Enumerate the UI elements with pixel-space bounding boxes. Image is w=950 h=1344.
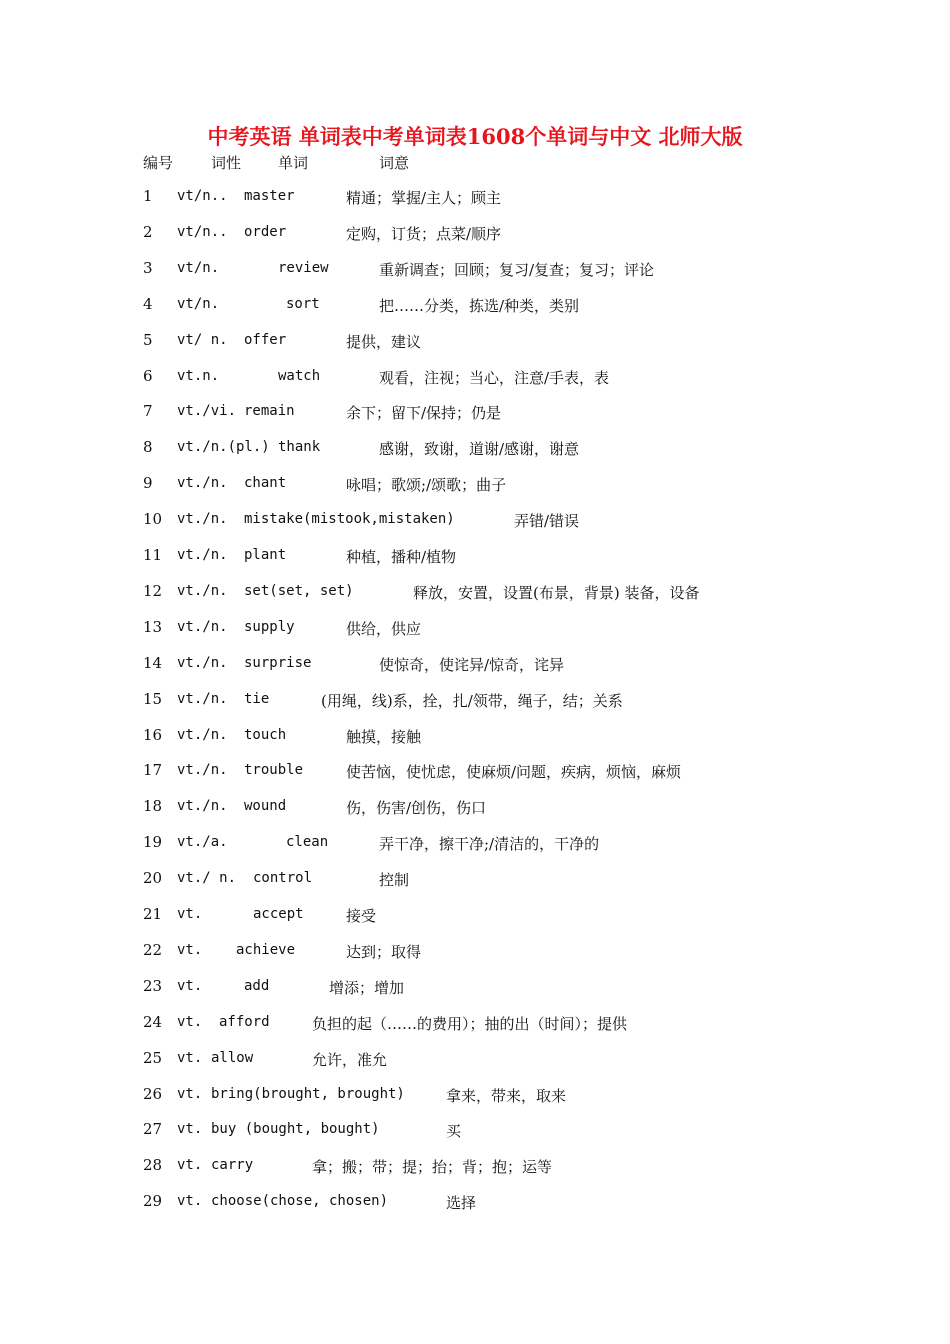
word: control	[253, 870, 313, 886]
header-num: 编号	[143, 154, 174, 172]
list-item	[0, 187, 950, 211]
word: remain	[244, 403, 295, 419]
list-item	[0, 977, 950, 1001]
meaning: 弄干净，擦干净;/清洁的，干净的	[379, 835, 600, 853]
header-pos: 词性	[211, 154, 242, 172]
word: choose(chose, chosen)	[211, 1193, 389, 1209]
part-of-speech: vt./n.	[177, 547, 228, 563]
part-of-speech: vt./n.	[177, 727, 228, 743]
row-number: 22	[143, 941, 163, 959]
header-meaning: 词意	[379, 154, 410, 172]
word: achieve	[236, 942, 296, 958]
row-number: 7	[143, 402, 153, 420]
row-number: 23	[143, 977, 163, 995]
meaning: 把……分类，拣选/种类，类别	[379, 297, 580, 315]
part-of-speech: vt./vi.	[177, 403, 237, 419]
list-item	[0, 295, 950, 319]
meaning: 定购，订货；点菜/顺序	[346, 225, 502, 243]
list-item	[0, 402, 950, 426]
meaning: 释放，安置，设置(布景，背景) 装备，设备	[413, 584, 700, 602]
list-item	[0, 1192, 950, 1216]
word: afford	[219, 1014, 270, 1030]
word: surprise	[244, 655, 312, 671]
meaning: 重新调查；回顾；复习/复查；复习；评论	[379, 261, 655, 279]
list-item	[0, 1156, 950, 1180]
row-number: 2	[143, 223, 153, 241]
row-number: 14	[143, 654, 163, 672]
part-of-speech: vt./n.	[177, 655, 228, 671]
part-of-speech: vt/n.	[177, 260, 220, 276]
part-of-speech: vt./n.	[177, 691, 228, 707]
row-number: 20	[143, 869, 163, 887]
part-of-speech: vt.	[177, 1086, 203, 1102]
row-number: 27	[143, 1120, 163, 1138]
part-of-speech: vt./n.	[177, 798, 228, 814]
row-number: 9	[143, 474, 153, 492]
meaning: 精通；掌握/主人；顾主	[346, 189, 502, 207]
list-item	[0, 1085, 950, 1109]
list-item	[0, 474, 950, 498]
meaning: 达到；取得	[346, 943, 422, 961]
meaning: 允许，准允	[312, 1051, 388, 1069]
word: supply	[244, 619, 295, 635]
list-item	[0, 367, 950, 391]
part-of-speech: vt.	[177, 1050, 203, 1066]
part-of-speech: vt./n.	[177, 619, 228, 635]
list-item	[0, 1049, 950, 1073]
list-item	[0, 438, 950, 462]
part-of-speech: vt/n..	[177, 224, 228, 240]
part-of-speech: vt.	[177, 1014, 203, 1030]
meaning: 弄错/错误	[514, 512, 580, 530]
word: clean	[286, 834, 329, 850]
part-of-speech: vt.	[177, 1193, 203, 1209]
part-of-speech: vt./n.(pl.)	[177, 439, 270, 455]
part-of-speech: vt./n.	[177, 583, 228, 599]
list-item	[0, 905, 950, 929]
meaning: 增添；增加	[329, 979, 405, 997]
row-number: 12	[143, 582, 163, 600]
list-item	[0, 546, 950, 570]
row-number: 11	[143, 546, 163, 564]
list-item	[0, 797, 950, 821]
word: add	[244, 978, 270, 994]
word: touch	[244, 727, 287, 743]
meaning: 咏唱；歌颂;/颂歌；曲子	[346, 476, 507, 494]
word: wound	[244, 798, 287, 814]
list-item	[0, 690, 950, 714]
part-of-speech: vt.	[177, 1157, 203, 1173]
meaning: 买	[446, 1122, 462, 1140]
header-word: 单词	[278, 154, 309, 172]
meaning: 提供，建议	[346, 333, 422, 351]
list-item	[0, 941, 950, 965]
row-number: 25	[143, 1049, 163, 1067]
row-number: 28	[143, 1156, 163, 1174]
part-of-speech: vt.	[177, 942, 203, 958]
meaning: (用绳，线)系，拴，扎/领带，绳子，结；关系	[321, 692, 623, 710]
list-item	[0, 618, 950, 642]
row-number: 21	[143, 905, 163, 923]
meaning: 控制	[379, 871, 410, 889]
list-item	[0, 869, 950, 893]
word: sort	[286, 296, 320, 312]
row-number: 19	[143, 833, 163, 851]
list-item	[0, 331, 950, 355]
row-number: 24	[143, 1013, 163, 1031]
word: tie	[244, 691, 270, 707]
row-number: 8	[143, 438, 153, 456]
meaning: 观看，注视；当心，注意/手表，表	[379, 369, 610, 387]
list-item	[0, 726, 950, 750]
word: carry	[211, 1157, 254, 1173]
row-number: 5	[143, 331, 153, 349]
word: buy (bought, bought)	[211, 1121, 380, 1137]
word: trouble	[244, 762, 304, 778]
meaning: 触摸，接触	[346, 728, 422, 746]
meaning: 使苦恼，使忧虑，使麻烦/问题，疾病，烦恼，麻烦	[346, 763, 682, 781]
part-of-speech: vt/n..	[177, 188, 228, 204]
meaning: 种植，播种/植物	[346, 548, 457, 566]
meaning: 伤，伤害/创伤，伤口	[346, 799, 487, 817]
word: thank	[278, 439, 321, 455]
word: accept	[253, 906, 304, 922]
row-number: 13	[143, 618, 163, 636]
meaning: 供给，供应	[346, 620, 422, 638]
row-number: 16	[143, 726, 163, 744]
list-item	[0, 1120, 950, 1144]
word: offer	[244, 332, 287, 348]
list-item	[0, 761, 950, 785]
row-number: 3	[143, 259, 153, 277]
part-of-speech: vt.	[177, 978, 203, 994]
row-number: 6	[143, 367, 153, 385]
list-item	[0, 654, 950, 678]
part-of-speech: vt./n.	[177, 762, 228, 778]
list-item	[0, 582, 950, 606]
word: mistake(mistook,mistaken)	[244, 511, 455, 527]
part-of-speech: vt/ n.	[177, 332, 228, 348]
word: watch	[278, 368, 321, 384]
word: allow	[211, 1050, 254, 1066]
meaning: 选择	[446, 1194, 477, 1212]
word: set(set, set)	[244, 583, 354, 599]
part-of-speech: vt.	[177, 906, 203, 922]
word: master	[244, 188, 295, 204]
row-number: 26	[143, 1085, 163, 1103]
word: bring(brought, brought)	[211, 1086, 405, 1102]
word: review	[278, 260, 329, 276]
meaning: 拿来，带来，取来	[446, 1087, 567, 1105]
part-of-speech: vt./a.	[177, 834, 228, 850]
part-of-speech: vt./n.	[177, 511, 228, 527]
word: plant	[244, 547, 287, 563]
meaning: 拿；搬；带；提；抬；背；抱；运等	[312, 1158, 553, 1176]
part-of-speech: vt.	[177, 1121, 203, 1137]
word: order	[244, 224, 287, 240]
part-of-speech: vt.n.	[177, 368, 220, 384]
meaning: 接受	[346, 907, 377, 925]
row-number: 10	[143, 510, 163, 528]
part-of-speech: vt./ n.	[177, 870, 237, 886]
meaning: 使惊奇，使诧异/惊奇，诧异	[379, 656, 565, 674]
row-number: 4	[143, 295, 153, 313]
meaning: 负担的起（……的费用）；抽的出（时间）；提供	[312, 1015, 628, 1033]
row-number: 29	[143, 1192, 163, 1210]
list-item	[0, 510, 950, 534]
meaning: 余下；留下/保持；仍是	[346, 404, 502, 422]
row-number: 18	[143, 797, 163, 815]
document-title: 中考英语 单词表中考单词表1608个单词与中文 北师大版	[207, 124, 743, 149]
row-number: 1	[143, 187, 153, 205]
row-number: 17	[143, 761, 163, 779]
row-number: 15	[143, 690, 163, 708]
part-of-speech: vt./n.	[177, 475, 228, 491]
list-item	[0, 259, 950, 283]
word: chant	[244, 475, 287, 491]
part-of-speech: vt/n.	[177, 296, 220, 312]
list-item	[0, 833, 950, 857]
meaning: 感谢，致谢，道谢/感谢，谢意	[379, 440, 580, 458]
list-item	[0, 1013, 950, 1037]
list-item	[0, 223, 950, 247]
